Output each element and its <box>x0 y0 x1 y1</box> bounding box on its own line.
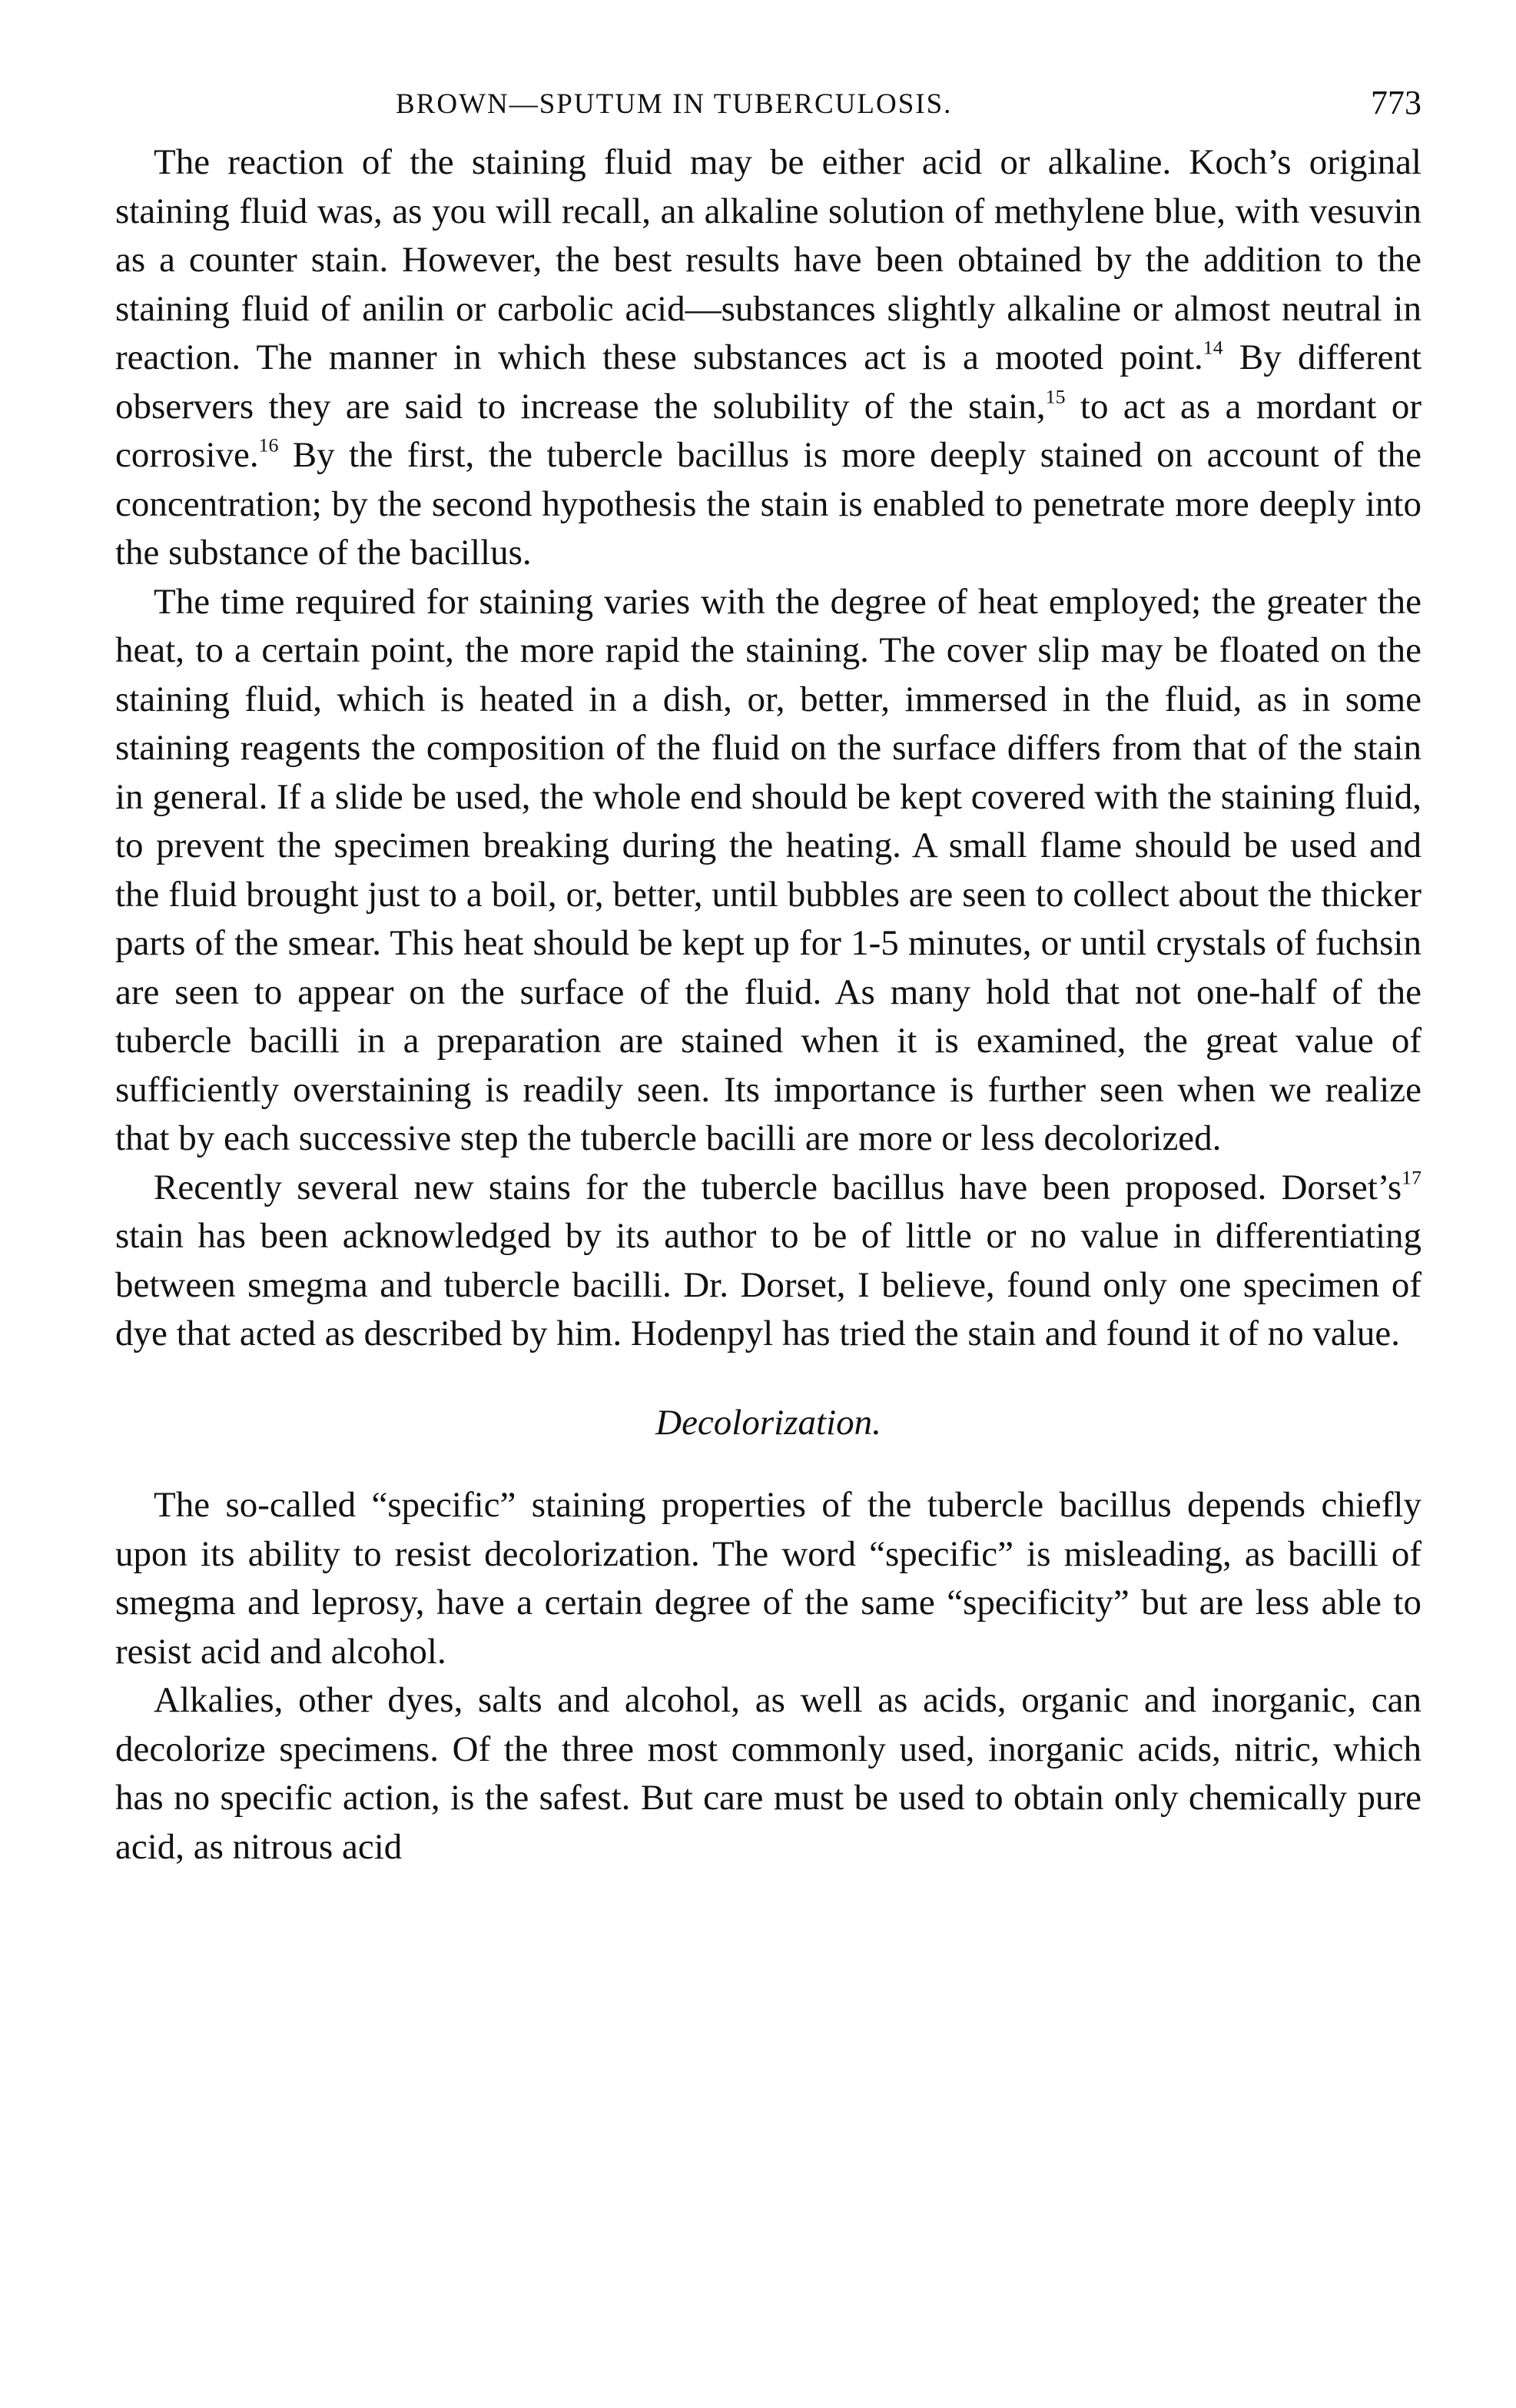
text-run: Recently several new stains for the tubercle bacillus have been proposed. Dorset’s <box>154 1167 1402 1207</box>
text-run: to act as a mordant or corrosive. <box>115 386 1421 475</box>
text-run: The so-called “specific” staining properties of the tubercle bacillus depends chiefly upon its ability to resist decolorization. The word “specific” is misleading, as bacilli of smegma and leprosy, have a certain degree of the same “specificity” but are less able to resist acid and alcohol. <box>115 1485 1421 1672</box>
footnote-marker: 16 <box>258 433 279 457</box>
paragraph <box>115 1164 1421 1359</box>
body-text-upper <box>115 138 1421 1359</box>
paragraph <box>115 1481 1421 1676</box>
running-head: BROWN—SPUTUM IN TUBERCULOSIS. <box>396 88 953 120</box>
text-run: Alkalies, other dyes, salts and alcohol, as well as acids, organic and inorganic, can decolorize specimens. Of the three most commonly used, inorganic acids, nitric, which has no specific action, is the safest. But care must be used to obtain only chemically pure acid, as nitrous acid <box>115 1680 1421 1867</box>
body-text-lower <box>115 1481 1421 1872</box>
page-number: 773 <box>1371 84 1421 121</box>
paragraph <box>115 138 1421 578</box>
text-run: By the first, the tubercle bacillus is more deeply stained on account of the concentration; by the second hypothesis the stain is enabled to penetrate more deeply into the substance of the bacillus. <box>115 435 1421 573</box>
text-run: stain has been acknowledged by its author to be of little or no value in differentiating between smegma and tubercle bacilli. Dr. Dorset, I believe, found only one specimen of dye that acted as described by him. Hodenpyl has tried the stain and found it of no value. <box>115 1216 1421 1353</box>
text-run: The reaction of the staining fluid may be either acid or alkaline. Koch’s original staining fluid was, as you will recall, an alkaline solution of methylene blue, with vesuvin as a counter stain. However, the best results have been obtained by the addition to the staining fluid of anilin or carbolic acid—substances slightly alkaline or almost neutral in reaction. The manner in which these substances act is a mooted point. <box>115 142 1421 377</box>
text-run: By different observers they are said to increase the solubility of the stain, <box>115 337 1421 427</box>
paragraph <box>115 1676 1421 1872</box>
paragraph <box>115 578 1421 1164</box>
document-page <box>115 77 1421 1872</box>
footnote-marker: 14 <box>1203 336 1223 359</box>
footnote-marker: 15 <box>1045 385 1066 408</box>
footnote-marker: 17 <box>1402 1166 1421 1189</box>
page-header <box>115 77 1421 138</box>
section-heading: Decolorization. <box>655 1402 881 1443</box>
text-run: The time required for staining varies with the degree of heat employed; the greater the heat, to a certain point, the more rapid the staining. The cover slip may be floated on the staining fluid, which is heated in a dish, or, better, immersed in the fluid, as in some staining reagents the composition of the fluid on the surface differs from that of the stain in general. If a slide be used, the whole end should be kept covered with the staining fluid, to prevent the specimen breaking during the heating. A small flame should be used and the fluid brought just to a boil, or, better, until bubbles are seen to collect about the thicker parts of the smear. This heat should be kept up for 1-5 minutes, or until crystals of fuchsin are seen to appear on the surface of the fluid. As many hold that not one-half of the tubercle bacilli in a preparation are stained when it is examined, the great value of sufficiently overstaining is readily seen. Its importance is further seen when we realize that by each successive step the tubercle bacilli are more or less decolorized. <box>115 581 1421 1158</box>
